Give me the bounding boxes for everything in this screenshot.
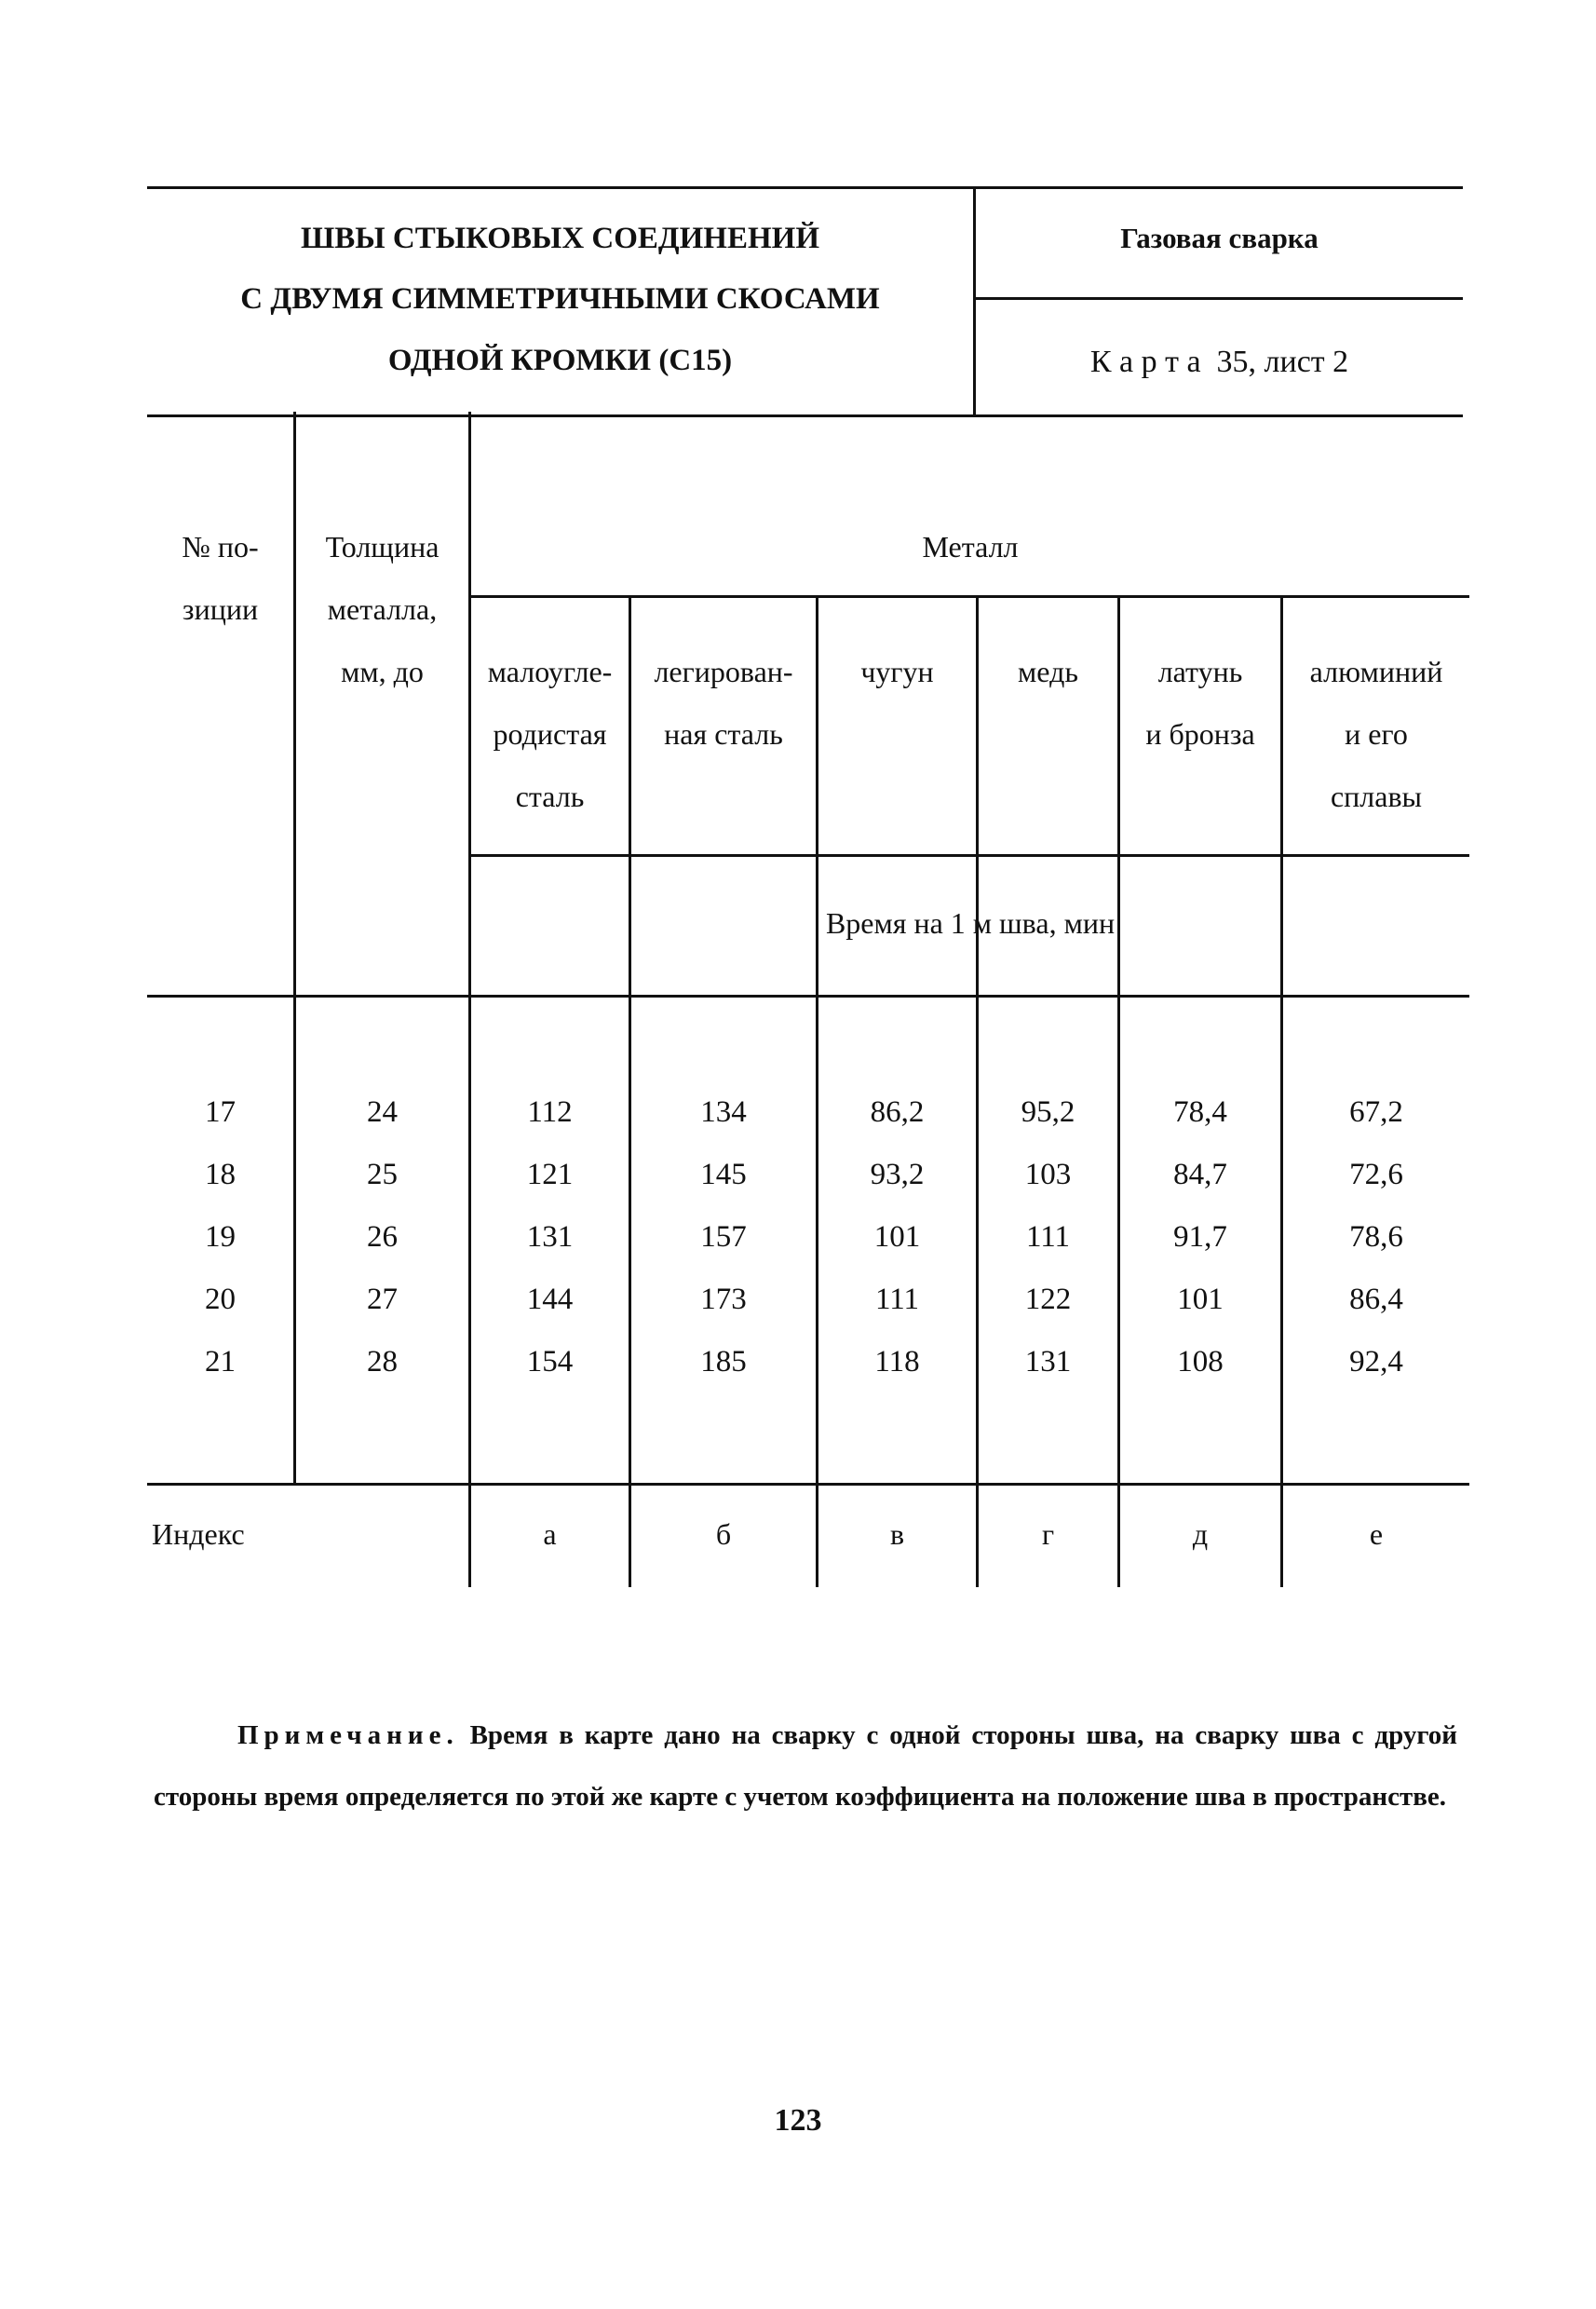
metal-cast-iron: чугун	[860, 655, 934, 688]
cell-position: 18	[205, 1158, 236, 1191]
cell-thickness: 27	[367, 1283, 398, 1316]
note-lead: Примечание.	[237, 1720, 459, 1750]
cell-position: 17	[205, 1095, 236, 1129]
cell-value: 67,2	[1349, 1095, 1403, 1129]
cell-value: 92,4	[1349, 1345, 1403, 1379]
vline-2	[468, 412, 471, 1587]
cell-value: 95,2	[1021, 1095, 1075, 1129]
welding-type: Газовая сварка	[1120, 222, 1319, 254]
col-thickness-line-3: мм, до	[341, 655, 424, 688]
cell-value: 131	[526, 1220, 574, 1254]
index-value: д	[1192, 1517, 1209, 1551]
cell-value: 157	[700, 1220, 747, 1254]
col-position-line-2: зиции	[182, 592, 259, 626]
cell-value: 84,7	[1173, 1158, 1227, 1191]
cell-value: 101	[873, 1220, 921, 1254]
metal-brass-1: латунь	[1157, 655, 1243, 688]
cell-value: 86,4	[1349, 1283, 1403, 1316]
cell-value: 185	[700, 1345, 747, 1379]
cell-thickness: 24	[367, 1095, 398, 1129]
cell-position: 19	[205, 1220, 236, 1254]
card-label: К а р т а 35, лист 2	[1089, 345, 1349, 379]
metal-copper: медь	[1018, 655, 1078, 688]
cell-value: 131	[1024, 1345, 1072, 1379]
cell-value: 118	[874, 1345, 920, 1379]
metal-low-carbon-3: сталь	[515, 780, 585, 813]
index-label: Индекс	[152, 1517, 245, 1551]
cell-value: 108	[1177, 1345, 1224, 1379]
cell-value: 154	[526, 1345, 574, 1379]
index-value: в	[889, 1517, 905, 1551]
metal-aluminium-2: и его	[1345, 717, 1408, 751]
cell-value: 112	[527, 1095, 573, 1129]
metal-aluminium-1: алюминий	[1309, 655, 1443, 688]
cell-position: 21	[205, 1345, 236, 1379]
cell-value: 121	[526, 1158, 574, 1191]
card-header	[147, 186, 1463, 417]
index-value: а	[543, 1517, 557, 1551]
index-value: е	[1369, 1517, 1384, 1551]
card-label-cell	[976, 300, 1463, 414]
cell-value: 111	[874, 1283, 920, 1316]
cell-value: 78,4	[1173, 1095, 1227, 1129]
card-title-line-3: ОДНОЙ КРОМКИ (С15)	[387, 344, 733, 377]
cell-value: 111	[1025, 1220, 1071, 1254]
card-title-line-2: С ДВУМЯ СИММЕТРИЧНЫМИ СКОСАМИ	[240, 282, 880, 316]
metal-aluminium-3: сплавы	[1330, 780, 1423, 813]
metal-alloy-1: легирован-	[654, 655, 793, 688]
card-title-line-1: ШВЫ СТЫКОВЫХ СОЕДИНЕНИЙ	[301, 222, 819, 255]
time-norms-table	[147, 412, 1469, 1587]
metal-header: Металл	[922, 530, 1019, 564]
rule-time-header	[468, 854, 1469, 857]
cell-thickness: 26	[367, 1220, 398, 1254]
col-thickness-line-1: Толщина	[325, 530, 440, 564]
col-position-line-1: № по-	[182, 530, 259, 564]
cell-value: 91,7	[1173, 1220, 1227, 1254]
note-text: Время в карте дано на сварку с одной стороны шва, на сварку шва с другой стороны время определяется по этой же карте с учетом коэффициента на положение шва в пространстве.	[154, 1720, 1458, 1812]
welding-type-cell	[976, 189, 1463, 300]
cell-value: 101	[1177, 1283, 1224, 1316]
cell-position: 20	[205, 1283, 236, 1316]
cell-value: 122	[1024, 1283, 1072, 1316]
index-value: б	[715, 1517, 732, 1551]
col-thickness-line-2: металла,	[327, 592, 438, 626]
rule-header-bottom	[147, 995, 1469, 998]
cell-value: 145	[700, 1158, 747, 1191]
cell-value: 103	[1024, 1158, 1072, 1191]
card-title-block	[147, 189, 976, 414]
cell-thickness: 28	[367, 1345, 398, 1379]
metal-low-carbon-1: малоугле-	[487, 655, 613, 688]
cell-thickness: 25	[367, 1158, 398, 1191]
time-header: Время на 1 м шва, мин	[825, 906, 1116, 940]
metal-low-carbon-2: родистая	[493, 717, 607, 751]
rule-data-bottom	[147, 1483, 1469, 1486]
metal-alloy-2: ная сталь	[664, 717, 783, 751]
rule-metal-sub	[468, 595, 1469, 598]
cell-value: 144	[526, 1283, 574, 1316]
page-number: 123	[774, 2103, 822, 2138]
cell-value: 173	[700, 1283, 747, 1316]
metal-brass-2: и бронза	[1145, 717, 1255, 751]
index-value: г	[1041, 1517, 1055, 1551]
cell-value: 78,6	[1349, 1220, 1403, 1254]
cell-value: 93,2	[870, 1158, 925, 1191]
cell-value: 134	[700, 1095, 747, 1129]
cell-value: 72,6	[1349, 1158, 1403, 1191]
note-paragraph	[154, 1705, 1457, 1827]
cell-value: 86,2	[870, 1095, 925, 1129]
